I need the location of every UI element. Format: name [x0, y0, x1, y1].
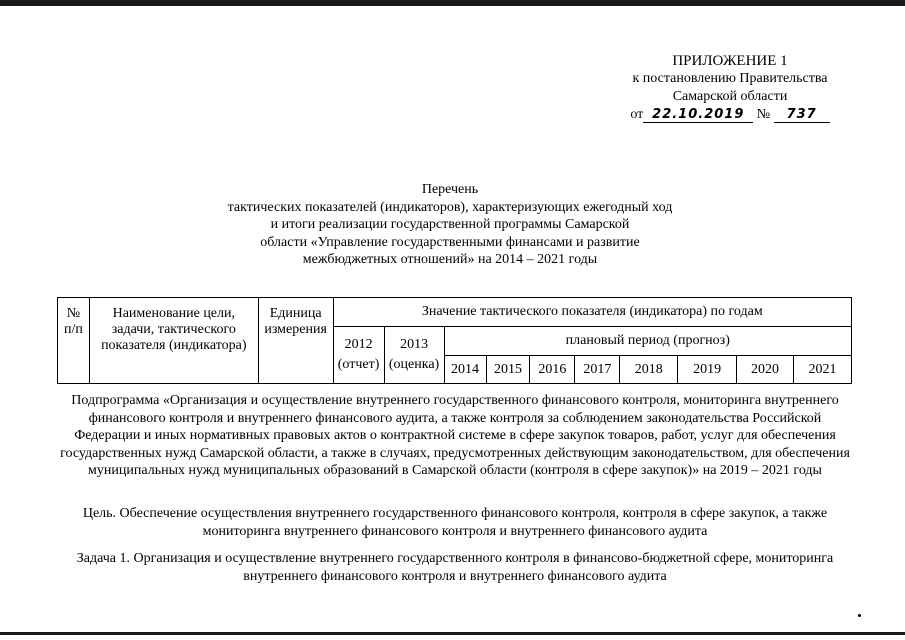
date-field [643, 108, 753, 123]
year-cell: 2015 [486, 356, 530, 384]
header-2012: 2012 (отчет) [333, 327, 384, 384]
title-line: области «Управление государственными финансами и развитие [260, 234, 640, 250]
document-title [150, 181, 750, 269]
bottom-border [0, 632, 905, 635]
header-2013: 2013 (оценка) [384, 327, 444, 384]
header-number: № п/п [58, 298, 90, 384]
date-value: 22.10.2019 [652, 107, 745, 122]
appendix-line-2: к постановлению Правительства [632, 71, 828, 86]
title-line: Перечень [421, 182, 479, 197]
scan-dot [858, 614, 861, 617]
year-cell: 2014 [444, 356, 486, 384]
year-cell: 2019 [678, 356, 737, 384]
year-cell: 2018 [620, 356, 678, 384]
year-cell: 2021 [794, 356, 852, 384]
header-name: Наименование цели, задачи, тактического показателя (индикатора) [89, 298, 258, 384]
task-text: Задача 1. Организация и осуществление внутреннего государственного контроля в финансово-бюджетной сфере, мониторинга внутреннего финансового контроля и внутреннего финансового аудита [76, 551, 834, 584]
indicators-table [57, 297, 852, 384]
title-line: и итоги реализации государственной программы Самарской [270, 217, 630, 232]
appendix-title: ПРИЛОЖЕНИЕ 1 [672, 53, 788, 69]
goal-text: Цель. Обеспечение осуществления внутреннего государственного финансового контроля, контроля в сфере закупок, а также мониторинга внутреннего финансового контроля и внутреннего финансового аудита [82, 506, 828, 539]
appendix-line-3: Самарской области [672, 89, 788, 104]
number-prefix: № [756, 107, 771, 122]
appendix-header [600, 52, 860, 124]
year-cell: 2016 [530, 356, 575, 384]
subprogram-text: Подпрограмма «Организация и осуществление внутреннего государственного финансового контроля, мониторинга внутреннего финансового контроля и внутреннего финансового аудита, а также контроля за соблюдением законодательства Российской Федерации и иных нормативных правовых актов о контрактной системе в сфере закупок товаров, работ, услуг для обеспечения государственных нужд Самарской области, а также в случаях, предусмотренных действующим законодательством, для обеспечения муниципальных нужд муниципальных образований в Самарской области (контроля в сфере закупок)» на 2019 – 2021 годы [60, 393, 850, 478]
number-field [774, 108, 830, 123]
header-planned: плановый период (прогноз) [444, 327, 851, 356]
header-values: Значение тактического показателя (индикатора) по годам [333, 298, 851, 327]
title-line: межбюджетных отношений» на 2014 – 2021 годы [302, 252, 598, 267]
header-unit: Единица измерения [258, 298, 333, 384]
title-line: тактических показателей (индикаторов), характеризующих ежегодный ход [227, 199, 673, 215]
number-value: 737 [786, 107, 817, 122]
top-border [0, 0, 905, 6]
year-cell: 2020 [737, 356, 794, 384]
date-prefix: от [630, 107, 644, 122]
appendix-date-line [600, 106, 860, 124]
year-cell: 2017 [575, 356, 620, 384]
